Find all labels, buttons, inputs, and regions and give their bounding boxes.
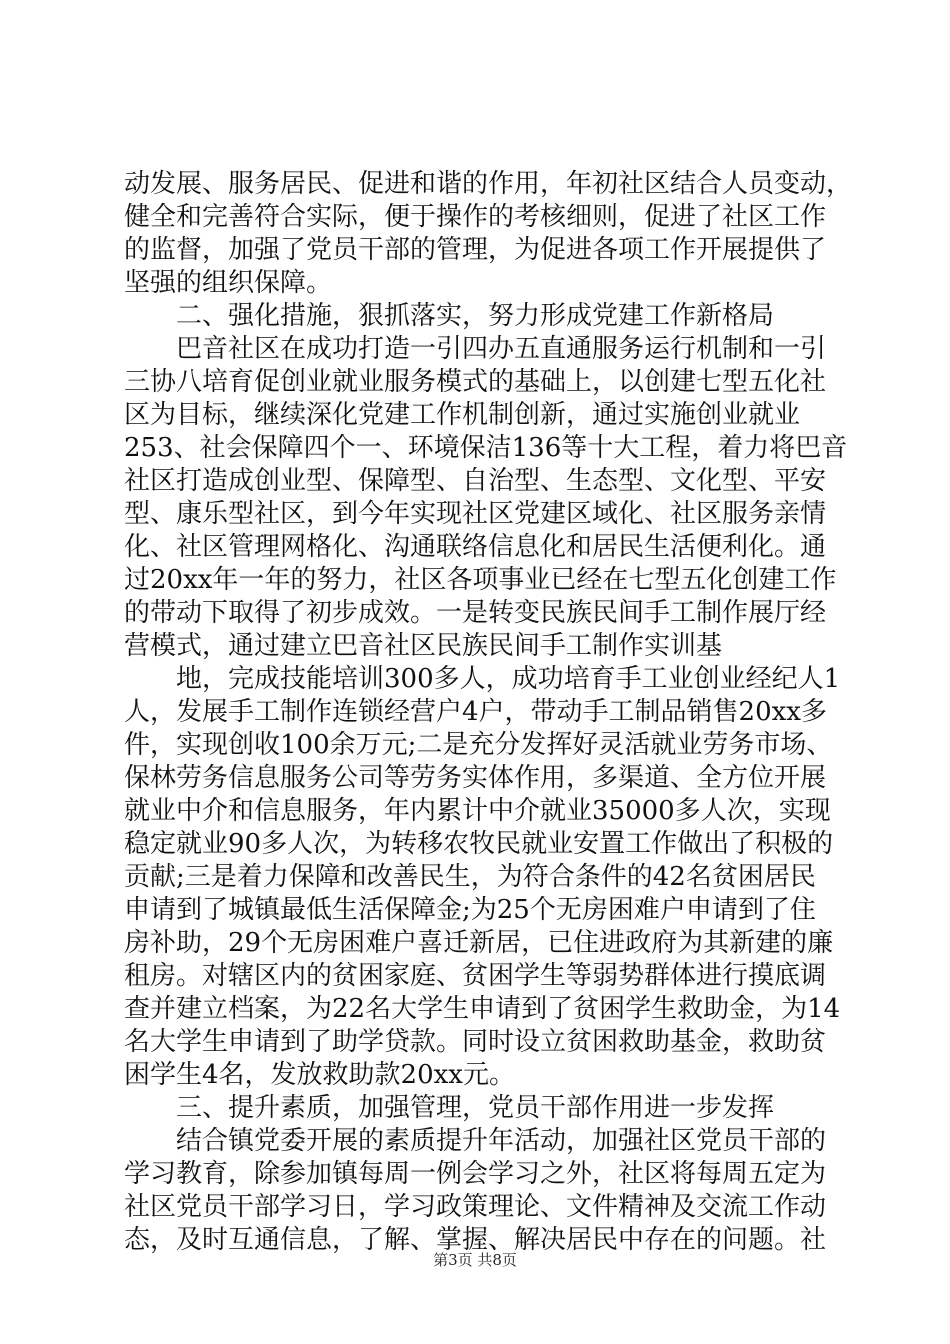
text-line: 社区打造成创业型、保障型、自治型、生态型、文化型、平安	[124, 466, 827, 496]
text-line: 的监督，加强了党员干部的管理，为促进各项工作开展提供了	[124, 235, 827, 265]
text-line: 房补助，29个无房困难户喜迁新居，已住进政府为其新建的廉	[124, 928, 834, 958]
text-line: 巴音社区在成功打造一引四办五直通服务运行机制和一引	[176, 334, 827, 364]
page-number-footer: 第3页 共8页	[433, 1251, 517, 1269]
text-line: 地，完成技能培训300多人，成功培育手工业创业经纪人1	[176, 664, 841, 694]
text-line: 稳定就业90多人次，为转移农牧民就业安置工作做出了积极的	[124, 829, 834, 859]
text-line: 的带动下取得了初步成效。一是转变民族民间手工制作展厅经	[124, 598, 827, 628]
text-line: 动发展、服务居民、促进和谐的作用，年初社区结合人员变动，	[124, 169, 853, 199]
text-line: 困学生4名，发放救助款20xx元。	[124, 1060, 515, 1090]
text-line: 化、社区管理网格化、沟通联络信息化和居民生活便利化。通	[124, 532, 827, 562]
text-line: 租房。对辖区内的贫困家庭、贫困学生等弱势群体进行摸底调	[124, 961, 827, 991]
text-line: 贡献;三是着力保障和改善民生，为符合条件的42名贫困居民	[124, 862, 816, 892]
text-line: 态，及时互通信息，了解、掌握、解决居民中存在的问题。社	[124, 1225, 827, 1255]
section-heading-3: 三、提升素质，加强管理，党员干部作用进一步发挥	[176, 1093, 775, 1123]
text-line: 结合镇党委开展的素质提升年活动，加强社区党员干部的	[176, 1126, 827, 1156]
text-line: 253、社会保障四个一、环境保洁136等十大工程，着力将巴音	[124, 433, 848, 463]
text-line: 营模式，通过建立巴音社区民族民间手工制作实训基	[124, 631, 723, 661]
text-line: 区为目标，继续深化党建工作机制创新，通过实施创业就业	[124, 400, 801, 430]
text-line: 申请到了城镇最低生活保障金;为25个无房困难户申请到了住	[124, 895, 816, 925]
text-line: 型、康乐型社区，到今年实现社区党建区域化、社区服务亲情	[124, 499, 827, 529]
text-line: 社区党员干部学习日，学习政策理论、文件精神及交流工作动	[124, 1192, 827, 1222]
text-line: 查并建立档案，为22名大学生申请到了贫困学生救助金，为14	[124, 994, 841, 1024]
text-line: 名大学生申请到了助学贷款。同时设立贫困救助基金，救助贫	[124, 1027, 827, 1057]
section-heading-2: 二、强化措施，狠抓落实，努力形成党建工作新格局	[176, 301, 775, 331]
text-line: 就业中介和信息服务，年内累计中介就业35000多人次，实现	[124, 796, 831, 826]
text-line: 过20xx年一年的努力，社区各项事业已经在七型五化创建工作	[124, 565, 837, 595]
text-line: 坚强的组织保障。	[124, 268, 333, 298]
text-line: 健全和完善符合实际，便于操作的考核细则，促进了社区工作	[124, 202, 827, 232]
text-line: 保林劳务信息服务公司等劳务实体作用，多渠道、全方位开展	[124, 763, 827, 793]
text-line: 人，发展手工制作连锁经营户4户，带动手工制品销售20xx多	[124, 697, 827, 727]
document-body	[124, 168, 853, 1257]
text-line: 件，实现创收100余万元;二是充分发挥好灵活就业劳务市场、	[124, 730, 833, 760]
text-line: 三协八培育促创业就业服务模式的基础上，以创建七型五化社	[124, 367, 827, 397]
text-line: 学习教育，除参加镇每周一例会学习之外，社区将每周五定为	[124, 1159, 827, 1189]
